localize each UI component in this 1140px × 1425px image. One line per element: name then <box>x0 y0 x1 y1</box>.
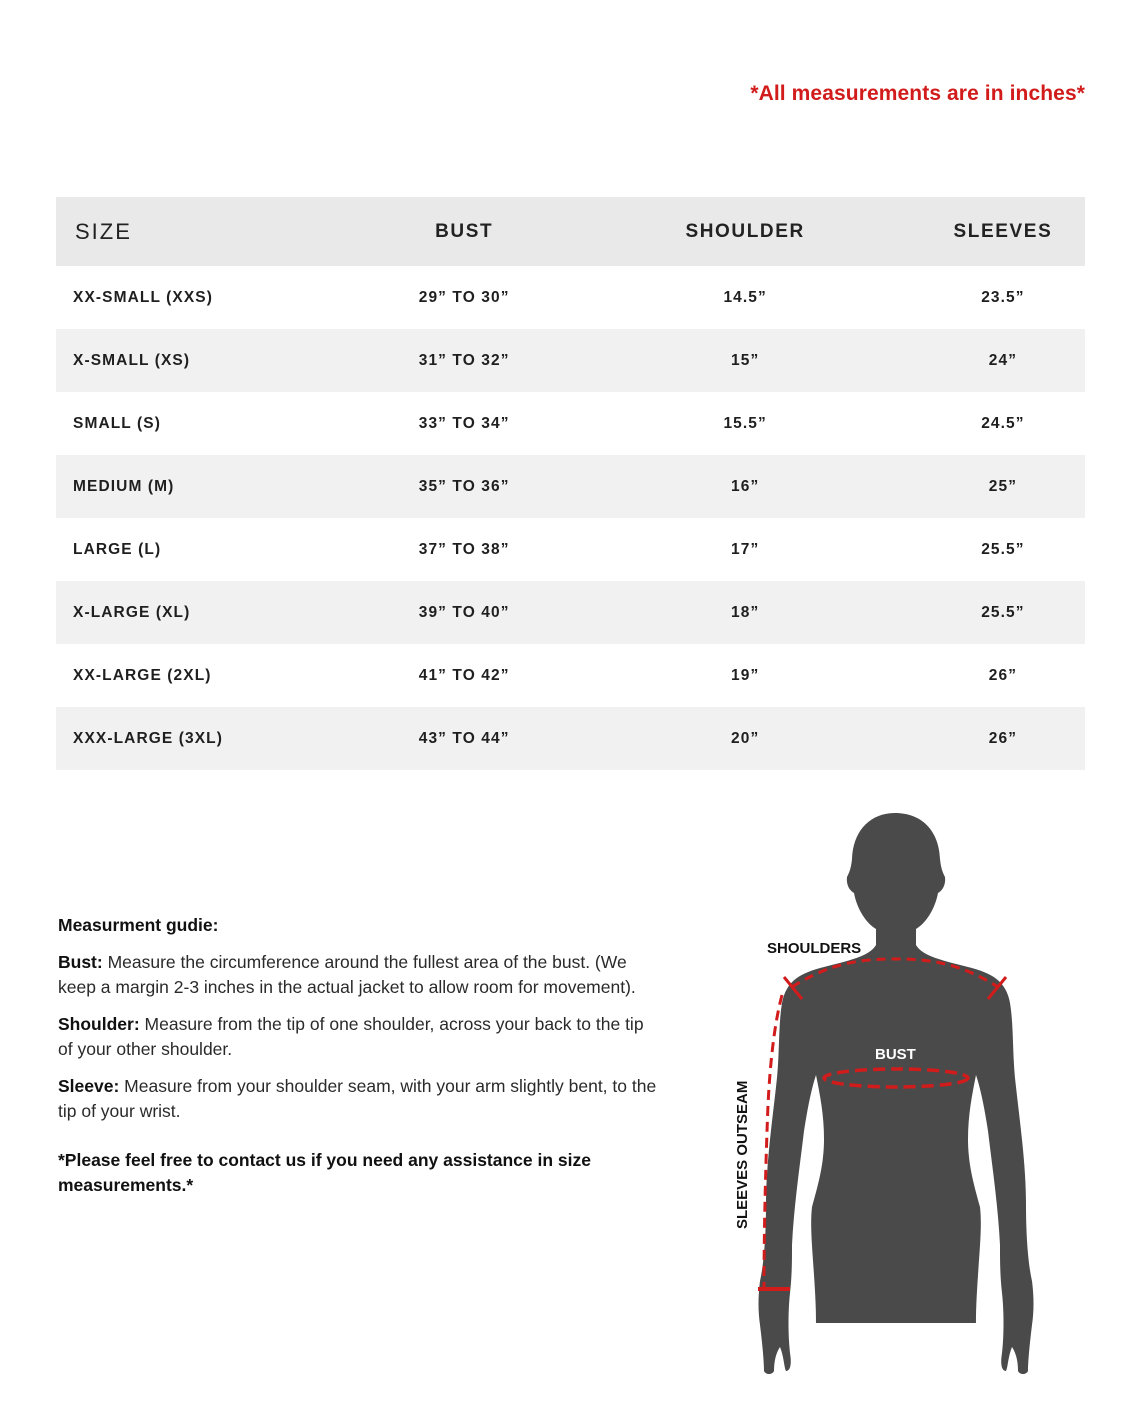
cell-shoulder: 14.5” <box>569 266 920 329</box>
guide-bust-text: Measure the circumference around the fullest area of the bust. (We keep a margin 2-3 inches in the actual jacket to allow room for movement). <box>58 952 636 997</box>
header-shoulder: SHOULDER <box>569 197 920 266</box>
cell-bust: 29” TO 30” <box>359 266 570 329</box>
cell-sleeves: 25” <box>921 455 1085 518</box>
cell-shoulder: 15” <box>569 329 920 392</box>
cell-bust: 37” TO 38” <box>359 518 570 581</box>
guide-title: Measurment gudie: <box>58 915 219 935</box>
table-row <box>56 455 1085 518</box>
cell-size: X-LARGE (XL) <box>56 581 359 644</box>
header-bust: BUST <box>359 197 570 266</box>
table-row <box>56 518 1085 581</box>
body-measurement-figure <box>720 805 1050 1385</box>
table-row <box>56 392 1085 455</box>
header-sleeves: SLEEVES <box>921 197 1085 266</box>
cell-sleeves: 26” <box>921 644 1085 707</box>
silhouette-body <box>759 945 1034 1374</box>
cell-size: LARGE (L) <box>56 518 359 581</box>
cell-bust: 39” TO 40” <box>359 581 570 644</box>
cell-shoulder: 15.5” <box>569 392 920 455</box>
cell-sleeves: 25.5” <box>921 518 1085 581</box>
cell-size: MEDIUM (M) <box>56 455 359 518</box>
guide-sleeve-text: Measure from your shoulder seam, with your arm slightly bent, to the tip of your wrist. <box>58 1076 657 1121</box>
cell-shoulder: 18” <box>569 581 920 644</box>
guide-sleeve-term: Sleeve: <box>58 1076 120 1096</box>
table-row <box>56 329 1085 392</box>
header-size: SIZE <box>56 197 359 266</box>
cell-shoulder: 16” <box>569 455 920 518</box>
cell-sleeves: 23.5” <box>921 266 1085 329</box>
table-row <box>56 581 1085 644</box>
silhouette-head <box>847 813 945 951</box>
cell-size: XX-LARGE (2XL) <box>56 644 359 707</box>
guide-shoulder <box>58 1012 658 1062</box>
table-row <box>56 266 1085 329</box>
cell-size: X-SMALL (XS) <box>56 329 359 392</box>
cell-sleeves: 24.5” <box>921 392 1085 455</box>
label-sleeves-outseam: SLEEVES OUTSEAM <box>734 1080 751 1229</box>
label-shoulders: SHOULDERS <box>767 940 862 957</box>
cell-shoulder: 20” <box>569 707 920 770</box>
size-chart-table <box>56 197 1085 770</box>
guide-shoulder-text: Measure from the tip of one shoulder, across your back to the tip of your other shoulder. <box>58 1014 644 1059</box>
cell-sleeves: 24” <box>921 329 1085 392</box>
measurement-units-notice: *All measurements are in inches* <box>750 82 1085 105</box>
cell-bust: 35” TO 36” <box>359 455 570 518</box>
cell-size: XX-SMALL (XXS) <box>56 266 359 329</box>
guide-bust <box>58 950 658 1000</box>
cell-shoulder: 19” <box>569 644 920 707</box>
cell-size: XXX-LARGE (3XL) <box>56 707 359 770</box>
cell-shoulder: 17” <box>569 518 920 581</box>
silhouette-illustration <box>720 805 1050 1385</box>
cell-bust: 31” TO 32” <box>359 329 570 392</box>
table-row <box>56 707 1085 770</box>
measurement-guide <box>58 913 658 1210</box>
guide-sleeve <box>58 1074 658 1124</box>
cell-sleeves: 26” <box>921 707 1085 770</box>
table-header-row <box>56 197 1085 266</box>
cell-bust: 33” TO 34” <box>359 392 570 455</box>
table-row <box>56 644 1085 707</box>
cell-bust: 41” TO 42” <box>359 644 570 707</box>
guide-shoulder-term: Shoulder: <box>58 1014 140 1034</box>
label-bust: BUST <box>875 1046 916 1063</box>
cell-sleeves: 25.5” <box>921 581 1085 644</box>
guide-contact-note: *Please feel free to contact us if you need any assistance in size measurements.* <box>58 1150 591 1195</box>
cell-bust: 43” TO 44” <box>359 707 570 770</box>
guide-bust-term: Bust: <box>58 952 103 972</box>
cell-size: SMALL (S) <box>56 392 359 455</box>
